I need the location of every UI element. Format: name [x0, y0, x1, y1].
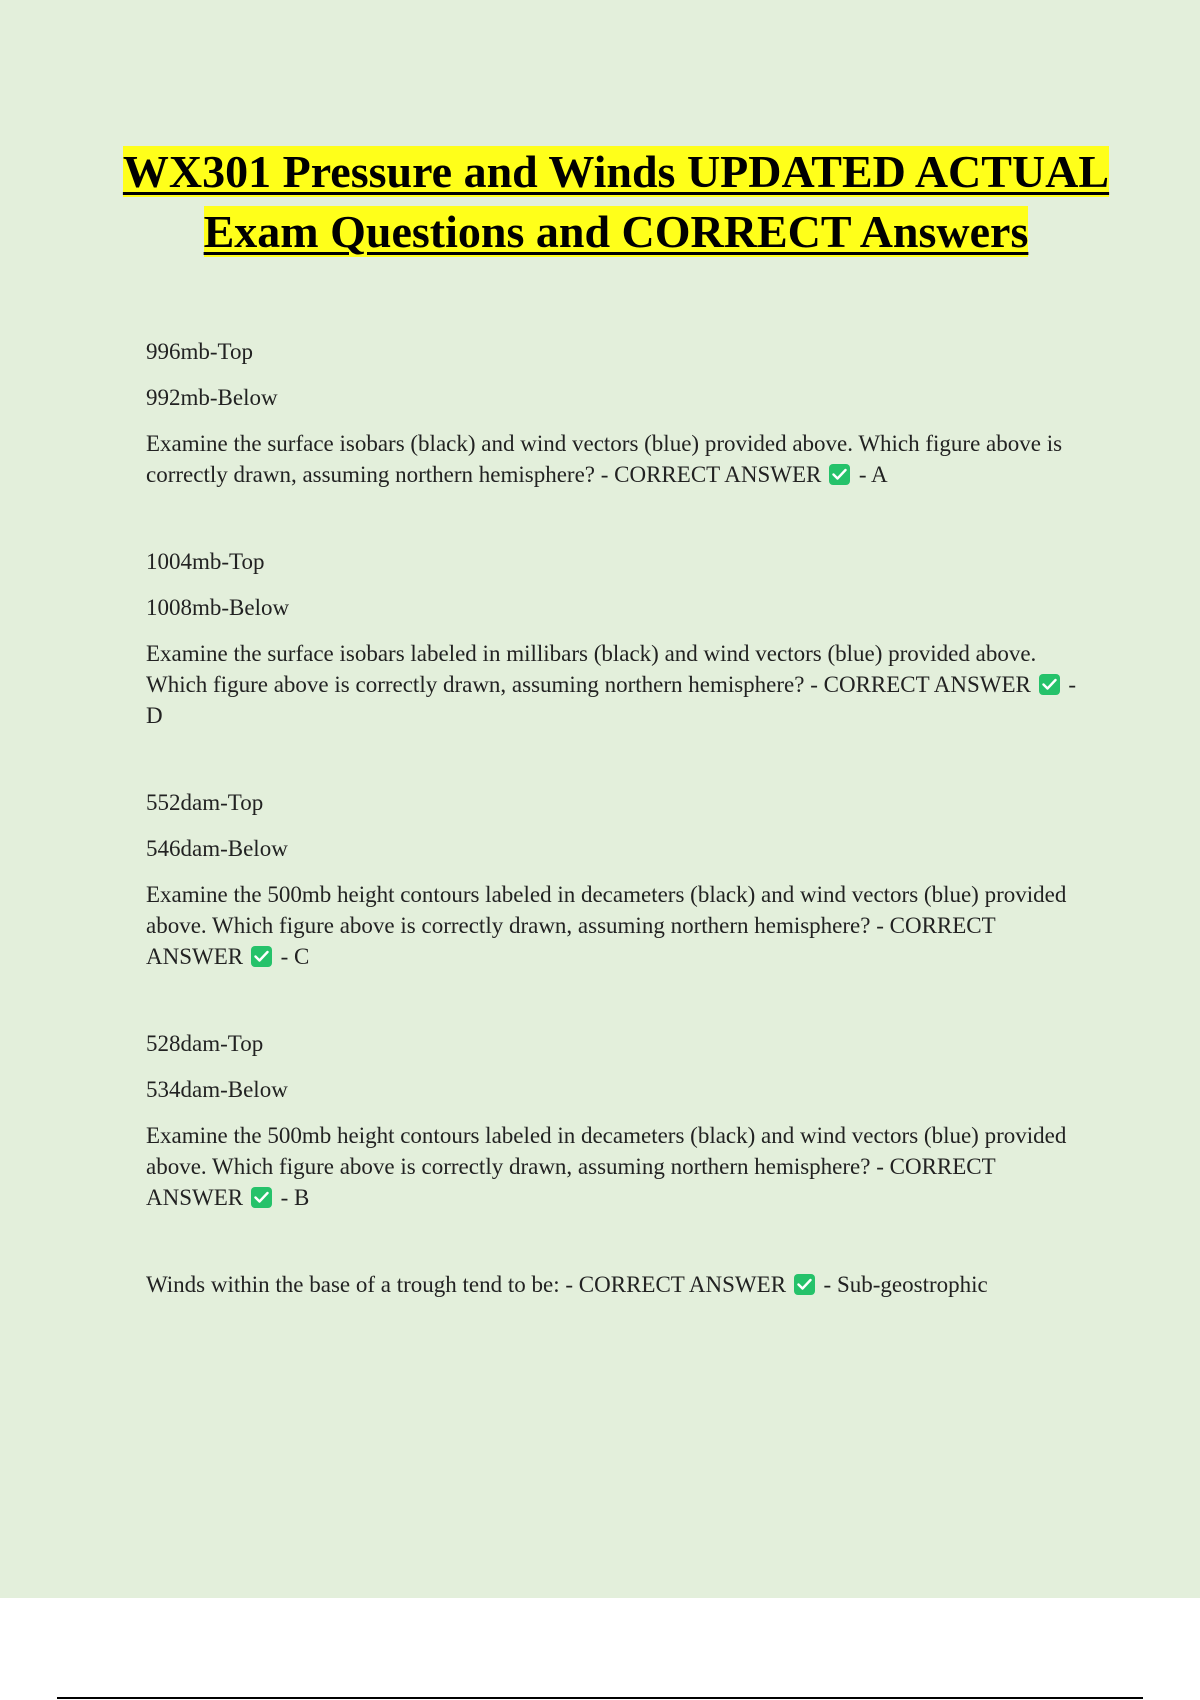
- item-label: 1004mb-Top: [146, 549, 265, 574]
- document-body: [146, 336, 1096, 1356]
- question-text: [146, 638, 1096, 731]
- question-prompt: Winds within the base of a trough tend to be: - CORRECT ANSWER: [146, 1272, 787, 1297]
- question-prompt: Examine the 500mb height contours labeled in decameters (black) and wind vectors (blue) provided above. Which figure above is correctly drawn, assuming northern hemisphere? - CORRECT ANSWER: [146, 1123, 1067, 1210]
- footer-divider: [57, 1697, 1143, 1699]
- document-title-text: WX301 Pressure and Winds UPDATED ACTUAL Exam Questions and CORRECT Answers: [122, 146, 1110, 257]
- question-prompt: Examine the surface isobars (black) and wind vectors (blue) provided above. Which figure above is correctly drawn, assuming northern hemisphere? - CORRECT ANSWER: [146, 431, 1063, 487]
- item-label: 992mb-Below: [146, 385, 278, 410]
- item-label: 996mb-Top: [146, 339, 253, 364]
- qa-item-3: [146, 787, 1096, 972]
- check-mark-icon: [829, 464, 850, 485]
- item-label: 1008mb-Below: [146, 595, 290, 620]
- item-label: 546dam-Below: [146, 836, 288, 861]
- qa-item-5: [146, 1269, 1096, 1300]
- item-label: 528dam-Top: [146, 1031, 264, 1056]
- document-title: [120, 142, 1112, 262]
- check-mark-icon: [794, 1274, 815, 1295]
- question-text: [146, 879, 1096, 972]
- answer-text: - C: [280, 944, 310, 969]
- answer-text: - A: [858, 462, 888, 487]
- check-mark-icon: [1039, 674, 1060, 695]
- item-label: 534dam-Below: [146, 1077, 288, 1102]
- answer-text: - B: [280, 1185, 310, 1210]
- question-prompt: Examine the surface isobars labeled in millibars (black) and wind vectors (blue) provided above. Which figure above is correctly drawn, assuming northern hemisphere? - CORRECT ANSWER: [146, 641, 1037, 697]
- qa-item-2: [146, 546, 1096, 731]
- question-text: [146, 1269, 1096, 1300]
- question-text: [146, 1120, 1096, 1213]
- question-prompt: Examine the 500mb height contours labeled in decameters (black) and wind vectors (blue) provided above. Which figure above is correctly drawn, assuming northern hemisphere? - CORRECT ANSWER: [146, 882, 1067, 969]
- answer-text: - D: [146, 672, 1077, 728]
- question-text: [146, 428, 1096, 490]
- check-mark-icon: [251, 946, 272, 967]
- item-label: 552dam-Top: [146, 790, 264, 815]
- check-mark-icon: [251, 1187, 272, 1208]
- qa-item-4: [146, 1028, 1096, 1213]
- answer-text: - Sub-geostrophic: [823, 1272, 988, 1297]
- qa-item-1: [146, 336, 1096, 490]
